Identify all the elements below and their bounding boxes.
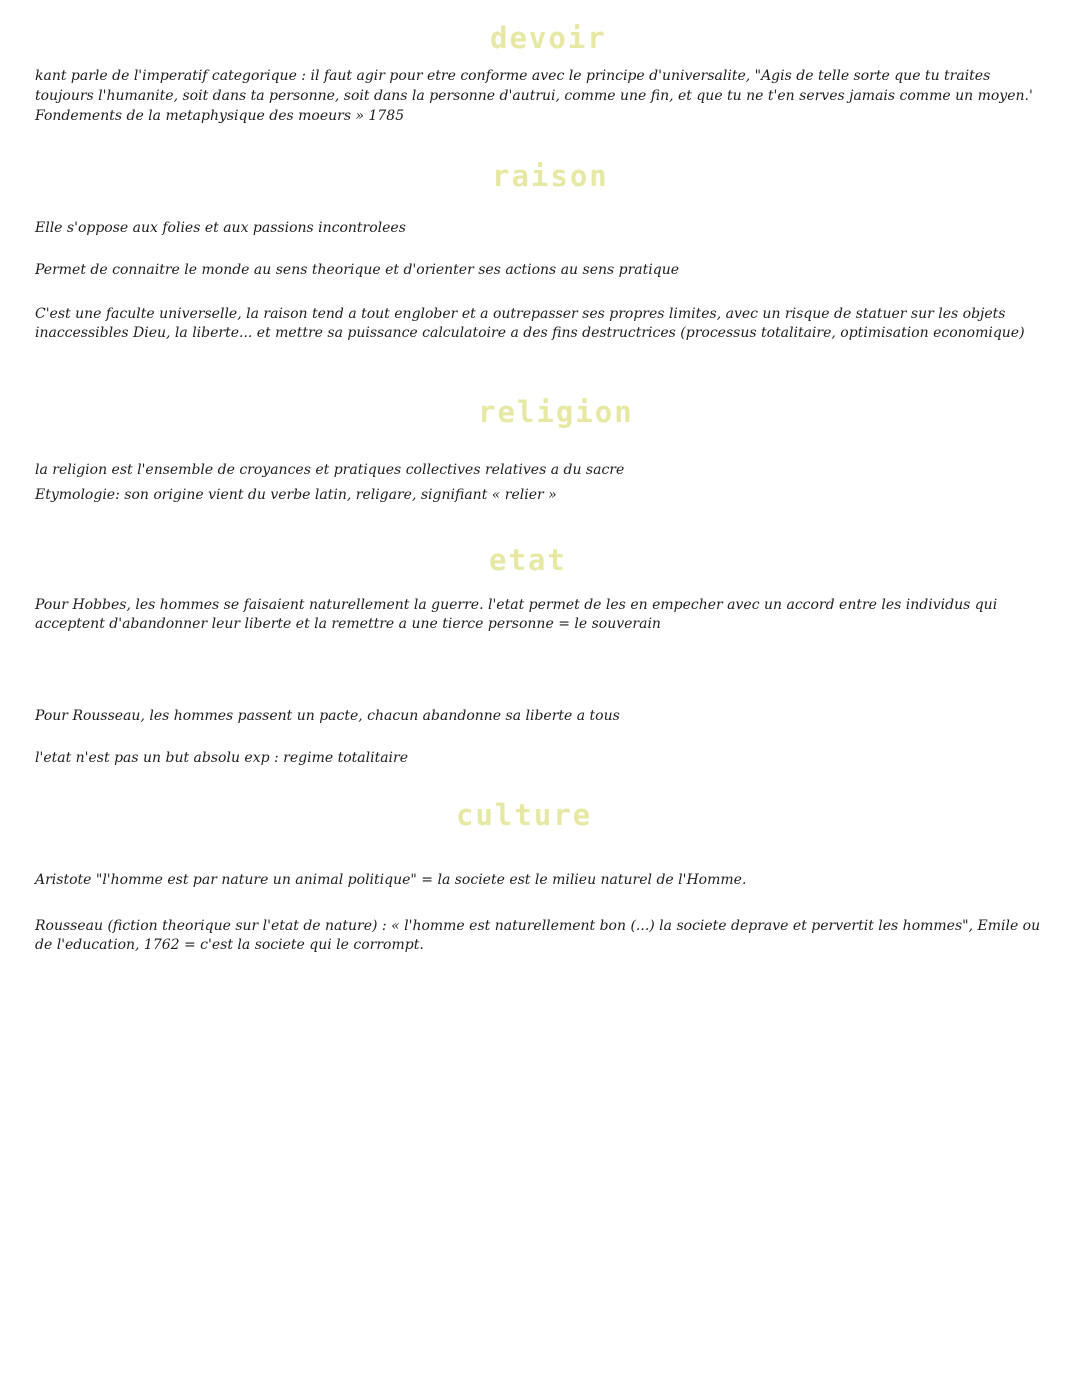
- heading-devoir: devoir: [490, 21, 607, 55]
- religion-paragraph-1: la religion est l'ensemble de croyances et pratiques collectives relatives a du sacre: [35, 462, 625, 478]
- devoir-paragraph-1: kant parle de l'imperatif categorique : il faut agir pour etre conforme avec le principe d'universalite, "Agis de telle sorte que tu traites toujours l'humanite, soit dans ta personne, soit dans la personne d'autrui, comme une fin, et que tu ne t'en serves jamais comme un moyen.' Fondements de la metaphysique des moeurs » 1785: [35, 68, 1033, 124]
- raison-paragraph-1: Elle s'oppose aux folies et aux passions incontrolees: [35, 220, 406, 236]
- etat-paragraph-2: Pour Rousseau, les hommes passent un pacte, chacun abandonne sa liberte a tous: [35, 708, 620, 724]
- heading-raison: raison: [492, 159, 609, 193]
- religion-paragraph-2: Etymologie: son origine vient du verbe latin, religare, signifiant « relier »: [35, 487, 557, 503]
- etat-paragraph-1: Pour Hobbes, les hommes se faisaient naturellement la guerre. l'etat permet de les en empecher avec un accord entre les individus qui acceptent d'abandonner leur liberte et la remettre a une tierce personne = le souverain: [35, 597, 998, 632]
- culture-paragraph-2: Rousseau (fiction theorique sur l'etat de nature) : « l'homme est naturellement bon (...) la societe deprave et pervertit les hommes", Emile ou de l'education, 1762 = c'est la societe qui le corrompt.: [35, 918, 1041, 953]
- heading-culture: culture: [456, 798, 593, 832]
- culture-paragraph-1: Aristote "l'homme est par nature un animal politique" = la societe est le milieu naturel de l'Homme.: [35, 872, 747, 888]
- raison-paragraph-2: Permet de connaitre le monde au sens theorique et d'orienter ses actions au sens pratique: [35, 262, 679, 278]
- heading-religion: religion: [478, 395, 634, 429]
- raison-paragraph-3: C'est une faculte universelle, la raison tend a tout englober et a outrepasser ses propres limites, avec un risque de statuer sur les objets inaccessibles Dieu, la liberte... et mettre sa puissance calculatoire a des fins destructrices (processus totalitaire, optimisation economique): [35, 306, 1025, 341]
- heading-etat: etat: [489, 543, 567, 577]
- etat-paragraph-3: l'etat n'est pas un but absolu exp : regime totalitaire: [35, 750, 409, 766]
